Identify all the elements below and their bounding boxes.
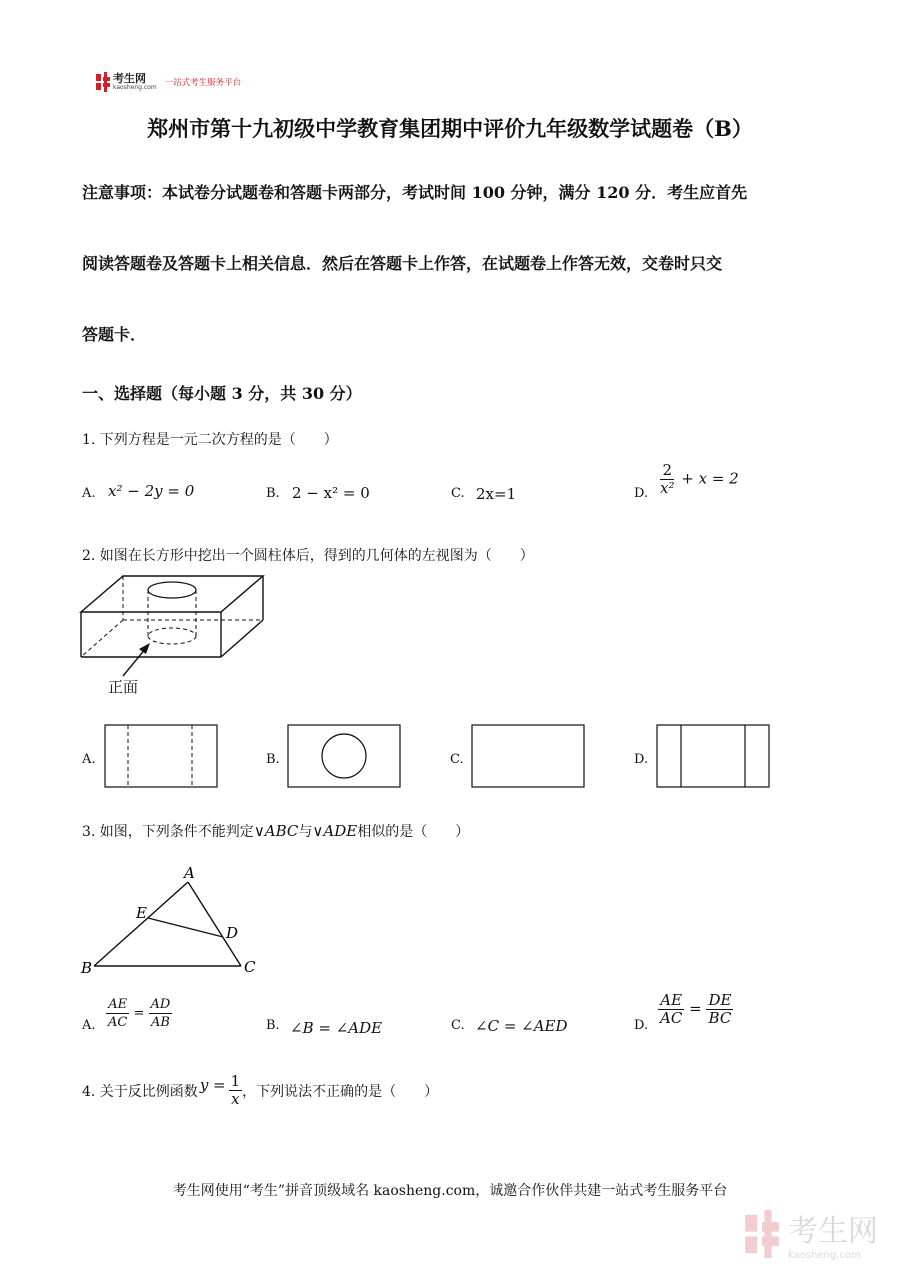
q4-den: x xyxy=(231,1090,240,1108)
kaosheng-logo-icon xyxy=(96,72,110,92)
q3-option-d-label: D. xyxy=(634,1018,649,1033)
watermark xyxy=(742,1206,878,1261)
q3-a-den2: AB xyxy=(150,1015,170,1030)
page-title: 郑州市第十九初级中学教育集团期中评价九年级数学试题卷（B） xyxy=(147,116,753,141)
q1-option-b-label: B. xyxy=(266,486,280,501)
logo-slogan: 一站式考生服务平台 xyxy=(164,78,242,88)
q3-a-num2: AD xyxy=(150,997,171,1012)
q3-a-num1: AE xyxy=(108,997,128,1012)
q3-option-b-expr: ∠B = ∠ADE xyxy=(290,1019,383,1037)
q4-fraction xyxy=(229,1073,243,1108)
q2-option-d-figure xyxy=(656,724,771,789)
q1-option-b-expr: 2 − x² = 0 xyxy=(292,484,370,502)
q4-stem-pre: 4. 关于反比例函数 xyxy=(82,1083,198,1100)
q1-option-c-expr: 2x=1 xyxy=(476,485,517,503)
q3-triangle-abc: ∨ABC xyxy=(253,822,299,840)
q1-stem: 1. 下列方程是一元二次方程的是（ ） xyxy=(82,432,338,448)
q1-option-d-expr xyxy=(658,462,739,497)
q1-d-fraction xyxy=(658,462,676,497)
q3-stem-pre: 3. 如图，下列条件不能判定 xyxy=(82,824,254,840)
q3-point-c: C xyxy=(244,958,256,976)
notice-line-2: 阅读答题卷及答题卡上相关信息．然后在答题卡上作答，在试题卷上作答无效，交卷时只交 xyxy=(82,254,723,273)
q3-option-b-label: B. xyxy=(266,1018,280,1033)
q4-num: 1 xyxy=(230,1072,241,1090)
q4-stem-post: ，下列说法不正确的是（ ） xyxy=(242,1083,439,1100)
q1-d-rest: + x = 2 xyxy=(681,469,739,488)
q3-d-eq: = xyxy=(689,999,702,1018)
q2-option-c-label: C. xyxy=(450,752,464,767)
section-heading: 一、选择题（每小题 3 分，共 30 分） xyxy=(82,384,362,403)
q3-d-num1: AE xyxy=(660,991,683,1009)
q2-front-arrow-icon xyxy=(118,640,158,680)
q3-point-e: E xyxy=(136,904,147,922)
footer-text: 考生网使用“考生”拼音顶级域名 kaosheng.com，诚邀合作伙伴共建一站式考生服务平台 xyxy=(172,1183,728,1199)
q2-solid-figure xyxy=(78,572,268,662)
q3-d-den2: BC xyxy=(708,1009,732,1027)
notice-line-1: 注意事项：本试卷分试题卷和答题卡两部分，考试时间 100 分钟，满分 120 分．考生应首先 xyxy=(82,183,748,202)
q4-y-eq: y = xyxy=(199,1075,226,1094)
q1-option-d-label: D. xyxy=(634,486,649,501)
watermark-name: 考生网 xyxy=(788,1214,878,1249)
q2-option-a-figure xyxy=(104,724,219,789)
notice-line-3: 答题卡． xyxy=(82,325,147,344)
q2-front-label: 正面 xyxy=(108,678,139,696)
q1-d-num: 2 xyxy=(662,461,673,479)
q3-point-b: B xyxy=(81,959,93,977)
q3-point-a: A xyxy=(184,864,195,882)
q2-option-c-figure xyxy=(471,724,586,789)
q1-option-a-label: A. xyxy=(82,486,96,501)
q3-option-c-expr: ∠C = ∠AED xyxy=(475,1017,568,1035)
watermark-domain: kaosheng.com xyxy=(788,1250,861,1261)
q1-option-a-expr: x² − 2y = 0 xyxy=(108,482,195,500)
q3-option-d-expr xyxy=(658,992,733,1027)
q3-option-a-label: A. xyxy=(82,1018,96,1033)
logo-name: 考生网 xyxy=(113,72,146,85)
q3-a-eq: = xyxy=(133,1006,145,1021)
q3-stem-post: 相似的是（ ） xyxy=(357,824,470,840)
q3-option-a-expr xyxy=(106,996,172,1031)
q1-option-c-label: C. xyxy=(451,486,465,501)
q3-d-num2: DE xyxy=(708,991,732,1009)
q3-stem xyxy=(82,821,469,841)
q3-point-d: D xyxy=(226,924,239,942)
q2-option-b-figure xyxy=(287,724,402,789)
q3-option-c-label: C. xyxy=(451,1018,465,1033)
logo-text-block xyxy=(113,73,157,91)
q2-stem: 2. 如图在长方形中挖出一个圆柱体后，得到的几何体的左视图为（ ） xyxy=(82,548,534,564)
q3-d-den1: AC xyxy=(660,1009,683,1027)
q3-a-den1: AC xyxy=(108,1015,128,1030)
q2-option-b-label: B. xyxy=(266,752,280,767)
logo-domain: kaosheng.com xyxy=(113,84,157,91)
q3-triangle-figure xyxy=(78,862,268,980)
q3-triangle-ade: ∨ADE xyxy=(312,822,358,840)
q2-option-a-label: A. xyxy=(82,752,96,767)
q3-stem-mid: 与 xyxy=(298,824,313,840)
watermark-logo-icon xyxy=(742,1210,782,1258)
q2-option-d-label: D. xyxy=(634,752,649,767)
q1-d-den: x² xyxy=(660,479,675,497)
q4-stem xyxy=(82,1073,438,1108)
watermark-text-block xyxy=(788,1206,878,1261)
header-logo xyxy=(96,70,241,94)
